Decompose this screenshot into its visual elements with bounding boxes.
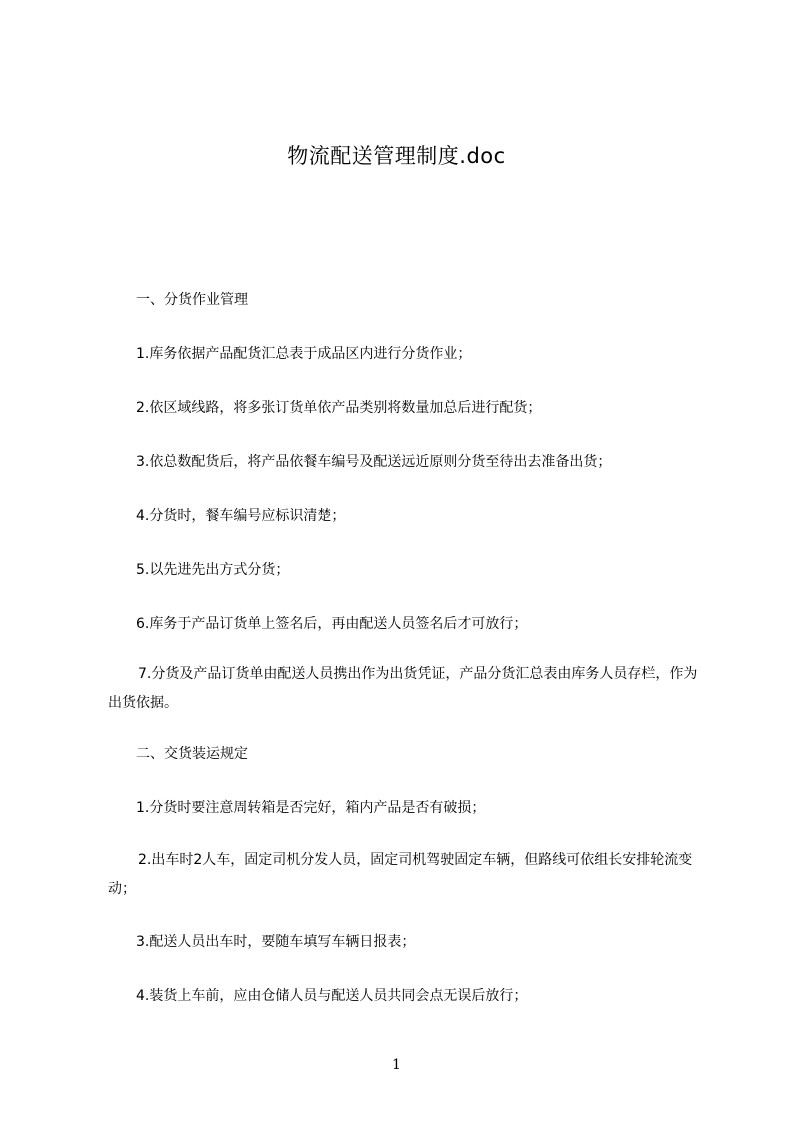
section-1-item-1: 1.库务依据产品配货汇总表于成品区内进行分货作业； — [136, 346, 472, 362]
section-2-item-2: 2.出车时2人车，固定司机分发人员，固定司机驾驶固定车辆，但路线可依组长安排轮流变动； — [108, 852, 693, 897]
section-1-item-7: 7.分货及产品订货单由配送人员携出作为出货凭证，产品分货汇总表由库务人员存栏，作为出货依据。 — [108, 666, 698, 711]
page-number: 1 — [392, 1057, 401, 1073]
section-1-item-5: 5.以先进先出方式分货； — [136, 562, 290, 578]
section-2-item-4: 4.装货上车前，应由仓储人员与配送人员共同会点无误后放行； — [136, 988, 528, 1004]
section-heading-2: 二、交货装运规定 — [136, 746, 248, 762]
section-heading-1: 一、分货作业管理 — [136, 292, 248, 308]
section-1-item-6: 6.库务于产品订货单上签名后，再由配送人员签名后才可放行； — [136, 616, 528, 632]
document-title: 物流配送管理制度.doc — [287, 144, 506, 168]
section-1-item-3: 3.依总数配货后，将产品依餐车编号及配送远近原则分货至待出去准备出货； — [136, 454, 612, 470]
section-1-item-2: 2.依区域线路，将多张订货单依产品类别将数量加总后进行配货； — [136, 400, 542, 416]
section-2-item-3: 3.配送人员出车时，要随车填写车辆日报表； — [136, 934, 416, 950]
section-2-item-1: 1.分货时要注意周转箱是否完好，箱内产品是否有破损； — [136, 800, 486, 816]
section-1-item-4: 4.分货时，餐车编号应标识清楚； — [136, 508, 346, 524]
